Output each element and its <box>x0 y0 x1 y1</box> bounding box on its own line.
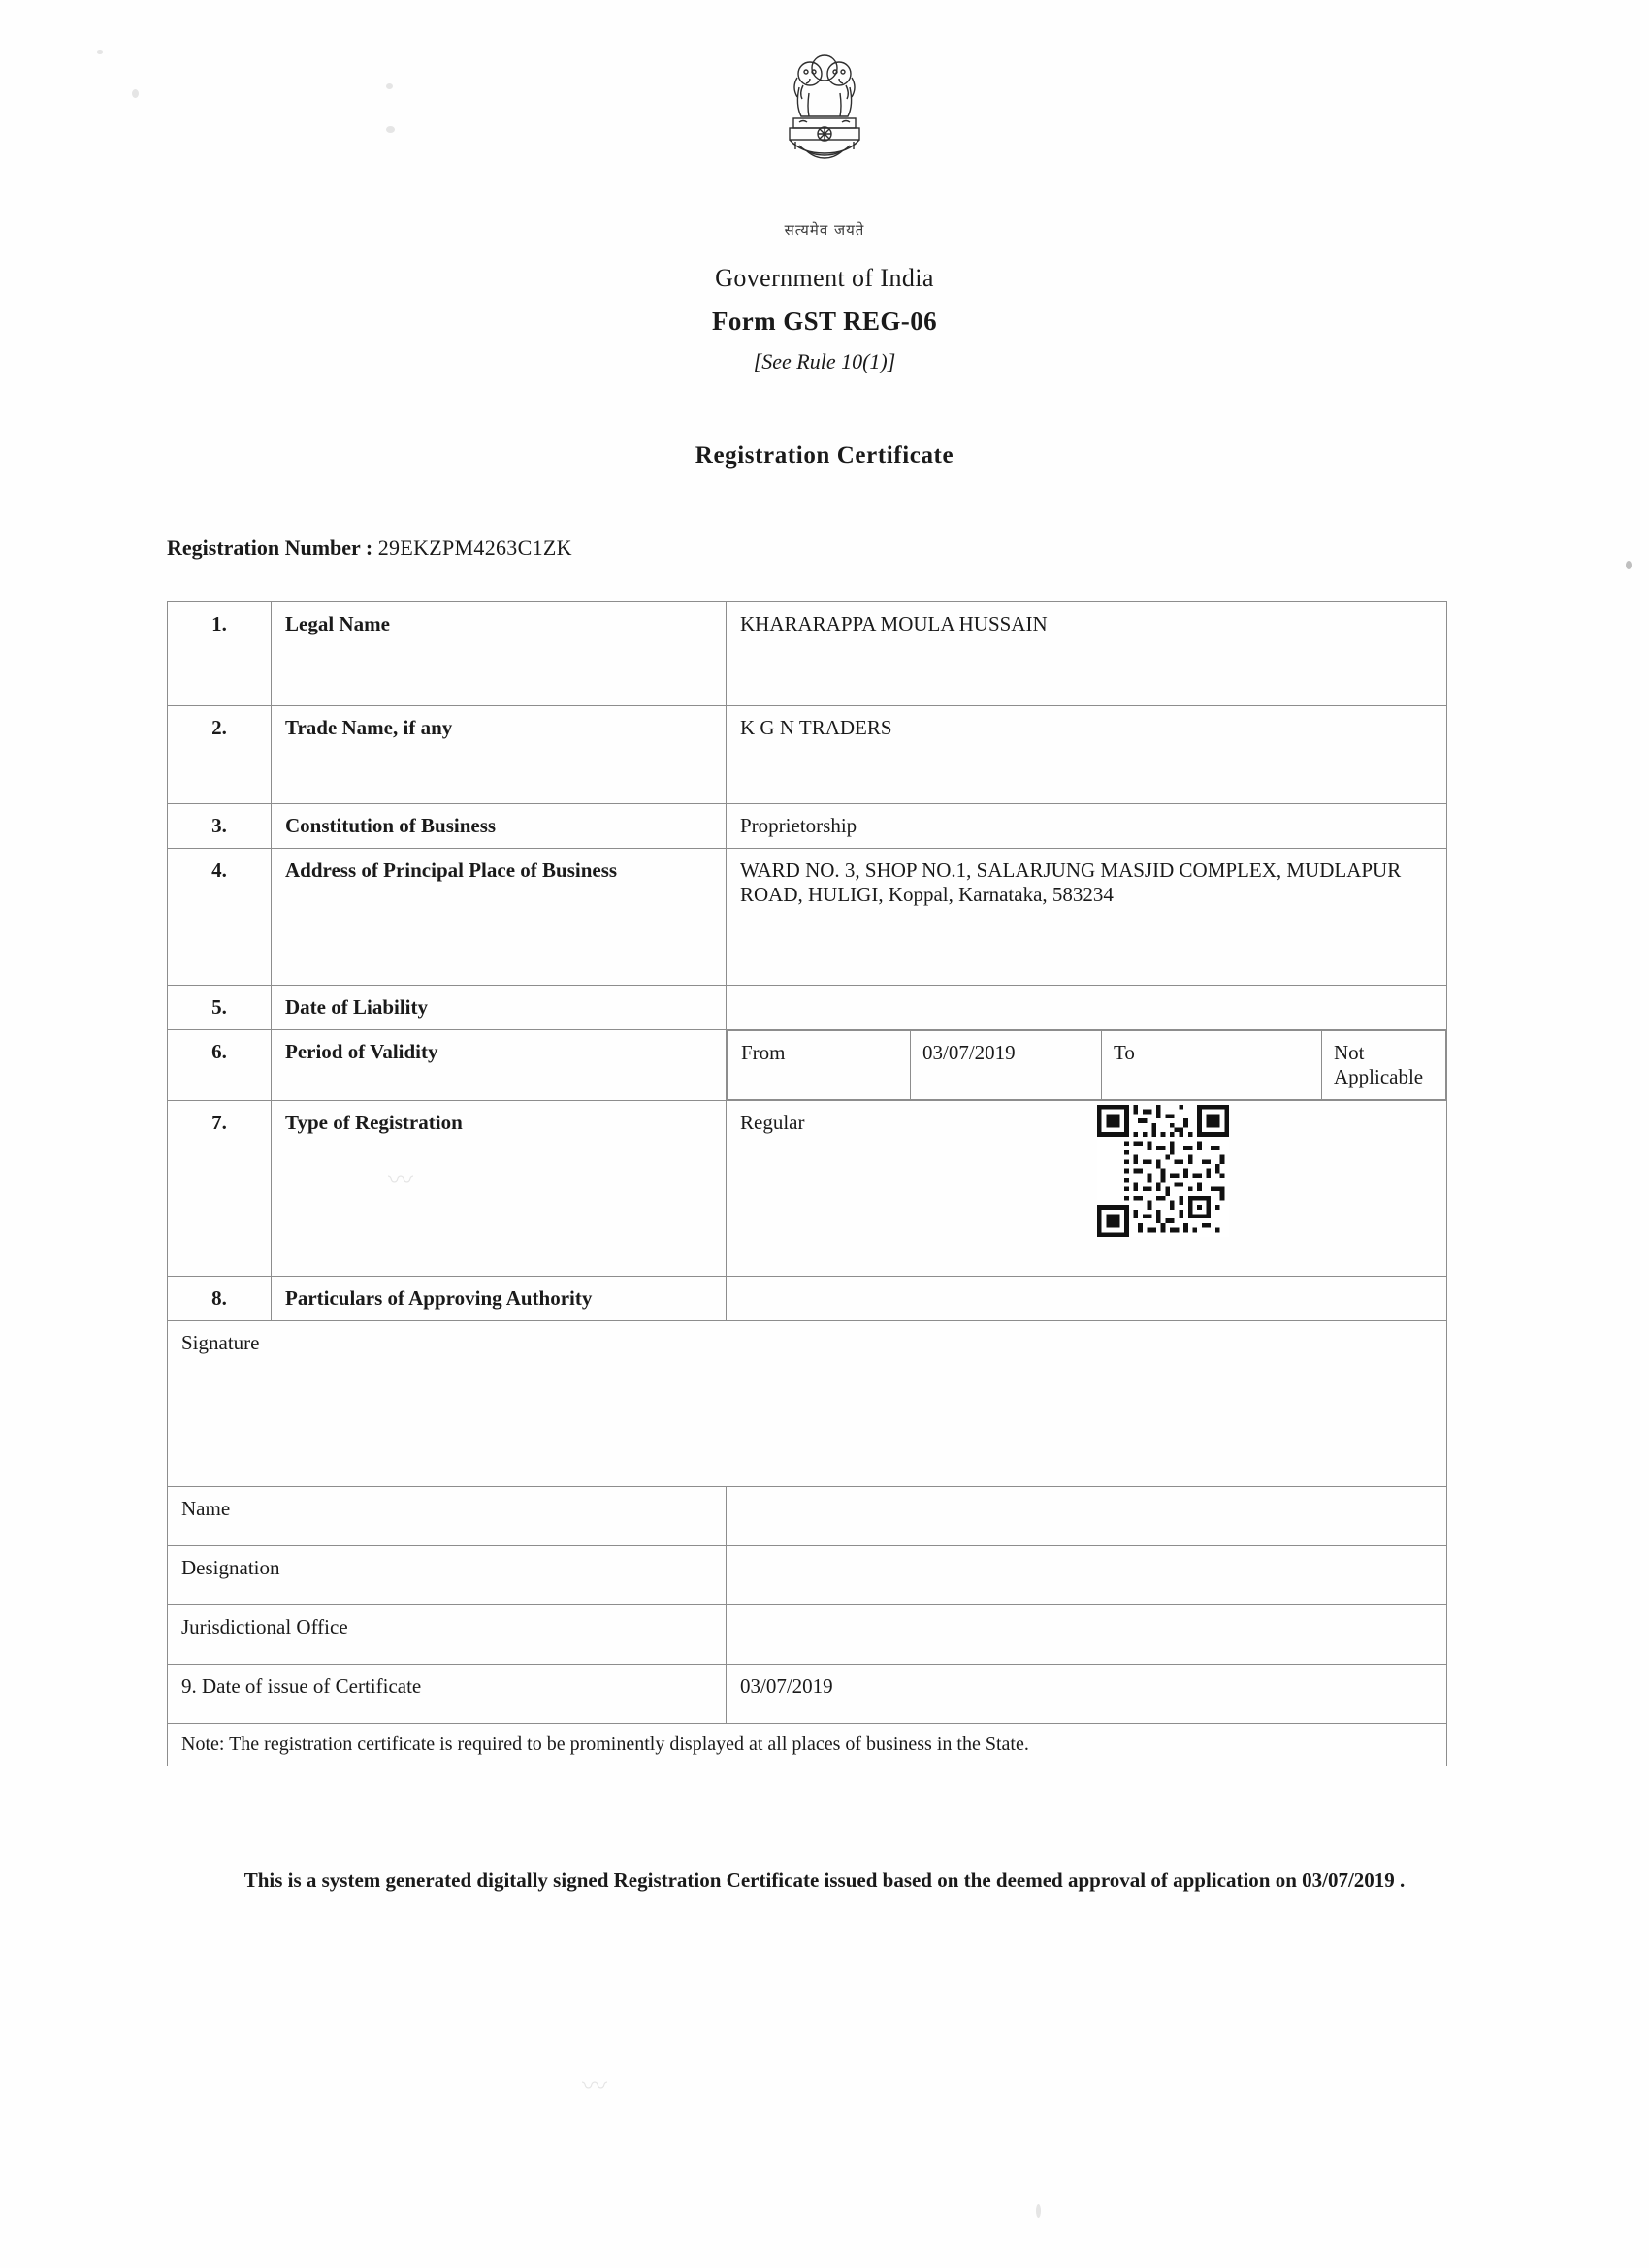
national-emblem-block <box>0 49 1649 240</box>
table-row <box>168 849 1447 986</box>
table-row-note <box>168 1724 1447 1766</box>
table-row <box>168 1030 1447 1101</box>
row-value-trade-name: K G N TRADERS <box>727 706 1447 804</box>
table-row-signature <box>168 1321 1447 1487</box>
table-row <box>168 1101 1447 1277</box>
government-line: Government of India <box>715 264 934 292</box>
certificate-title: Registration Certificate <box>695 442 954 469</box>
row-label-legal-name: Legal Name <box>272 602 727 706</box>
scan-speck <box>1036 2204 1041 2218</box>
row-number: 7. <box>168 1101 272 1277</box>
row-number: 1. <box>168 602 272 706</box>
qr-code-image <box>1097 1218 1229 1242</box>
row-label-address: Address of Principal Place of Business <box>272 849 727 986</box>
validity-from-value: 03/07/2019 <box>911 1031 1102 1100</box>
row-value-period-of-validity <box>727 1030 1447 1101</box>
authority-label-designation: Designation <box>168 1546 727 1605</box>
table-row <box>168 804 1447 849</box>
authority-value-jurisdictional-office <box>727 1605 1447 1665</box>
row-value-constitution: Proprietorship <box>727 804 1447 849</box>
table-row <box>168 1277 1447 1321</box>
table-row <box>168 1546 1447 1605</box>
row-number: 8. <box>168 1277 272 1321</box>
table-row <box>168 706 1447 804</box>
row-number: 6. <box>168 1030 272 1101</box>
row-number: 3. <box>168 804 272 849</box>
validity-from-label: From <box>728 1031 911 1100</box>
form-title: Form GST REG-06 <box>711 307 937 336</box>
authority-value-name <box>727 1487 1447 1546</box>
row-label-trade-name: Trade Name, if any <box>272 706 727 804</box>
registration-number <box>167 535 572 561</box>
signature-label: Signature <box>168 1321 1447 1487</box>
validity-to-label: To <box>1102 1031 1322 1100</box>
scan-speck <box>1626 561 1632 569</box>
validity-subtable <box>727 1030 1446 1100</box>
scan-smudge: 〰 <box>388 1166 414 1194</box>
table-row <box>168 1605 1447 1665</box>
row-number: 2. <box>168 706 272 804</box>
row-value-approving-authority <box>727 1277 1447 1321</box>
validity-row <box>728 1031 1446 1100</box>
row-number: 5. <box>168 986 272 1030</box>
registration-number-value: 29EKZPM4263C1ZK <box>377 535 572 560</box>
certificate-table <box>167 601 1447 1766</box>
display-note: Note: The registration certificate is required to be prominently displayed at all places of business in the State. <box>168 1724 1447 1766</box>
row-label-constitution: Constitution of Business <box>272 804 727 849</box>
ashoka-emblem-icon <box>766 49 883 213</box>
registration-number-label: Registration Number : <box>167 535 373 560</box>
issue-date-value: 03/07/2019 <box>727 1665 1447 1724</box>
authority-label-jurisdictional-office: Jurisdictional Office <box>168 1605 727 1665</box>
row-label-approving-authority: Particulars of Approving Authority <box>272 1277 727 1321</box>
type-of-registration-text: Regular <box>740 1111 805 1134</box>
authority-label-name: Name <box>168 1487 727 1546</box>
row-label-period-of-validity: Period of Validity <box>272 1030 727 1101</box>
table-row <box>168 1665 1447 1724</box>
authority-value-designation <box>727 1546 1447 1605</box>
emblem-caption: सत्यमेव जयते <box>784 221 865 239</box>
row-value-legal-name: KHARARAPPA MOULA HUSSAIN <box>727 602 1447 706</box>
table-row <box>168 602 1447 706</box>
row-label-type-of-registration: Type of Registration <box>272 1101 727 1277</box>
table-row <box>168 1487 1447 1546</box>
row-value-type-of-registration <box>727 1101 1447 1277</box>
qr-code <box>1097 1105 1229 1243</box>
row-value-address: WARD NO. 3, SHOP NO.1, SALARJUNG MASJID COMPLEX, MUDLAPUR ROAD, HULIGI, Koppal, Karnataka, 583234 <box>727 849 1447 986</box>
row-label-date-of-liability: Date of Liability <box>272 986 727 1030</box>
issue-date-label: 9. Date of issue of Certificate <box>168 1665 727 1724</box>
rule-reference: [See Rule 10(1)] <box>753 349 896 373</box>
table-row <box>168 986 1447 1030</box>
row-value-date-of-liability <box>727 986 1447 1030</box>
validity-to-value: Not Applicable <box>1322 1031 1446 1100</box>
footer-note: This is a system generated digitally signed Registration Certificate issued based on the deemed approval of application on 03/07/2019 . <box>243 1868 1406 1892</box>
row-number: 4. <box>168 849 272 986</box>
scan-smudge: 〰 <box>582 2072 608 2100</box>
